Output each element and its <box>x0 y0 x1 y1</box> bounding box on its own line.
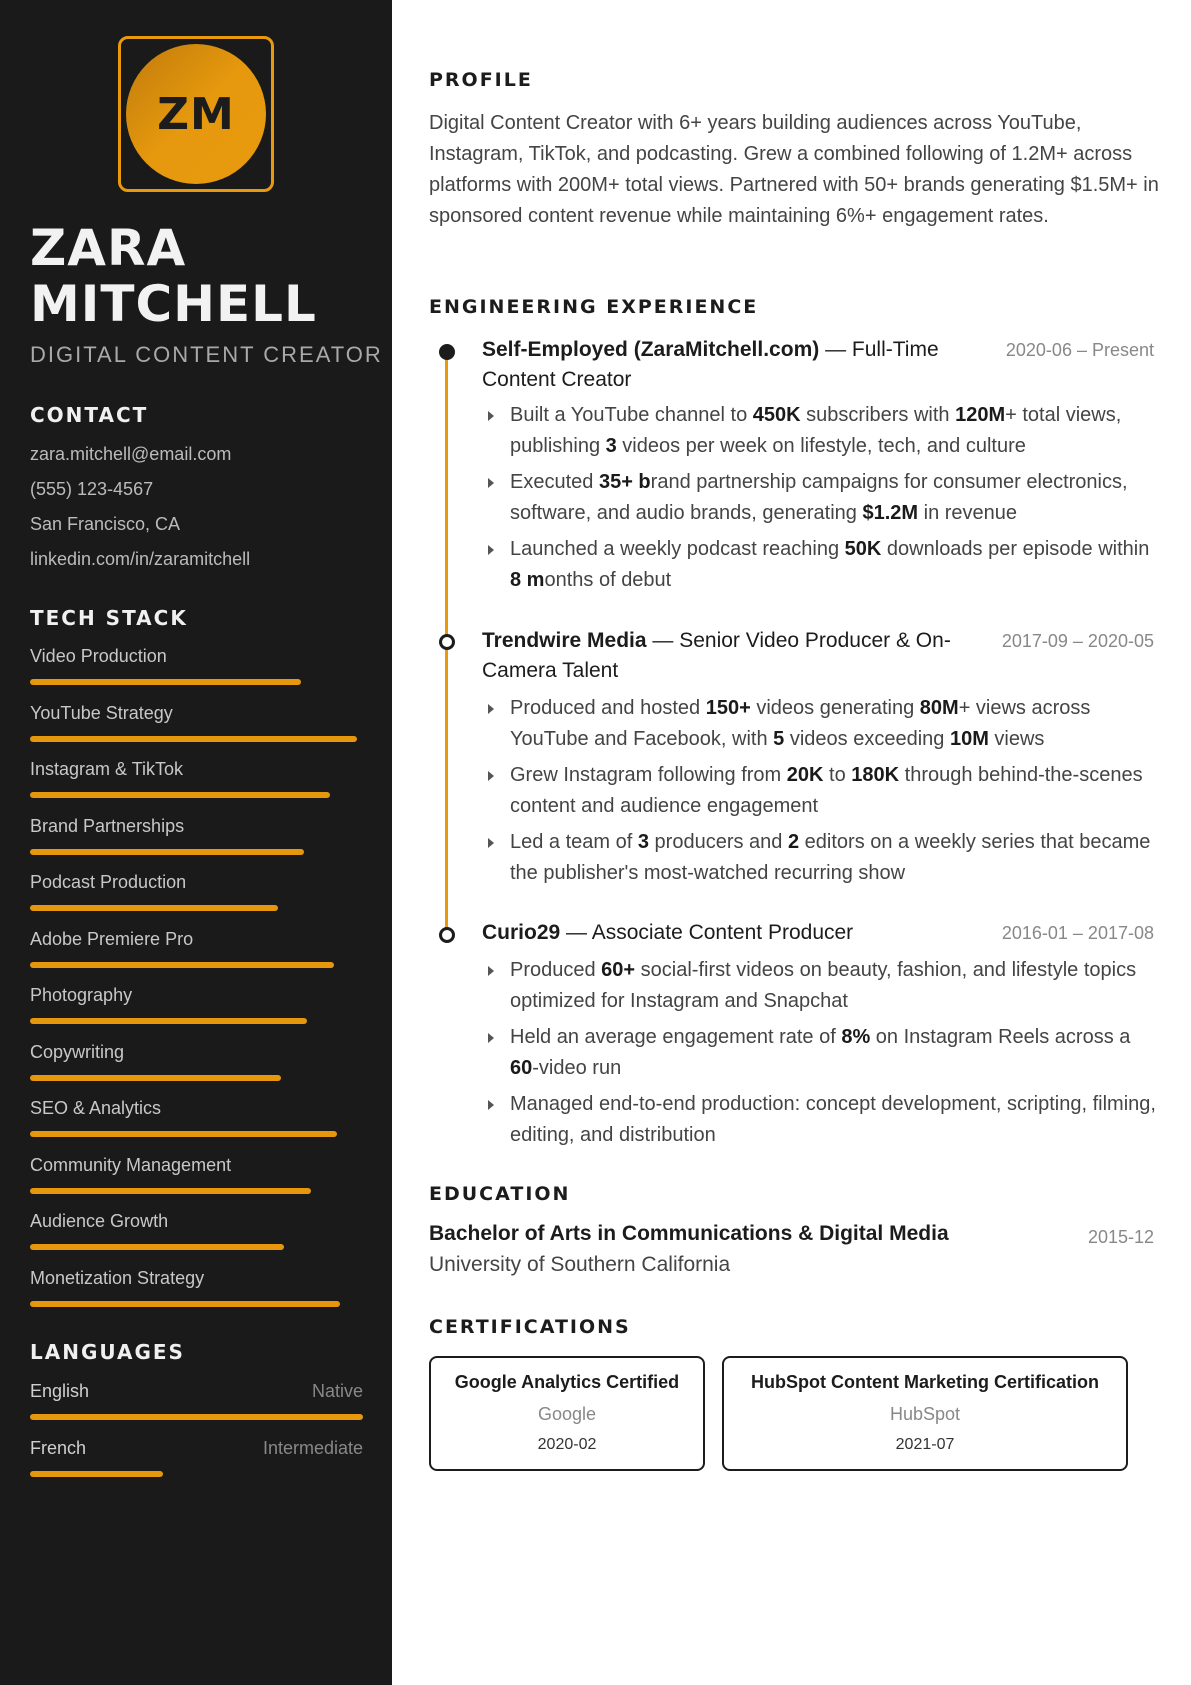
job-bullets <box>482 693 1162 894</box>
bullet-text: Produced and hosted <box>510 697 706 719</box>
timeline-dot <box>439 634 455 650</box>
bullet-text: views <box>988 728 1045 750</box>
certification-card <box>429 1356 705 1471</box>
job-bullet <box>482 827 1162 889</box>
job-title <box>482 626 962 686</box>
bullet-text: videos per week on lifestyle, tech, and culture <box>616 435 1026 457</box>
bullet-text: videos generating <box>750 697 920 719</box>
timeline-dot <box>439 927 455 943</box>
bullet-highlight: 50K <box>844 538 882 560</box>
bullet-text: -video run <box>532 1057 622 1079</box>
profile-heading: PROFILE <box>429 69 533 91</box>
skill-level-bar <box>30 679 301 685</box>
certifications-heading: CERTIFICATIONS <box>429 1316 631 1338</box>
skill-item <box>30 929 360 950</box>
bullet-text: Launched a weekly podcast reaching <box>510 538 845 560</box>
language-name: French <box>30 1438 87 1458</box>
language-level-bar <box>30 1471 163 1477</box>
job-role: — Associate Content Producer <box>560 921 854 944</box>
bullet-text: rand partnership campaigns for consumer electronics, software, and audio brands, generating <box>510 471 1128 524</box>
skill-label: SEO & Analytics <box>30 1098 162 1118</box>
job-dates: 2016-01 – 2017-08 <box>1001 923 1154 943</box>
bullet-text: through behind-the-scenes content and audience engagement <box>510 764 1143 817</box>
job-bullet <box>482 467 1162 529</box>
contact-location: San Francisco, CA <box>30 514 181 534</box>
education-degree: Bachelor of Arts in Communications & Digital Media <box>429 1222 949 1245</box>
bullet-text: in revenue <box>918 502 1018 524</box>
bullet-highlight: 150+ <box>705 697 751 719</box>
bullet-text: videos exceeding <box>784 728 950 750</box>
skill-level-bar <box>30 905 278 911</box>
avatar <box>118 36 274 192</box>
bullet-text: Grew Instagram following from <box>510 764 787 786</box>
skill-item <box>30 1268 360 1289</box>
skill-item <box>30 646 360 667</box>
bullet-text: + total views, publishing <box>510 404 1122 457</box>
contact-phone[interactable]: (555) 123-4567 <box>30 479 154 499</box>
skill-level-bar <box>30 962 334 968</box>
skill-item <box>30 703 360 724</box>
skill-item <box>30 1211 360 1232</box>
bullet-highlight: 2 <box>787 831 800 853</box>
skill-level-bar <box>30 1018 307 1024</box>
language-item <box>30 1381 363 1402</box>
language-item <box>30 1438 363 1459</box>
bullet-highlight: 80M <box>919 697 959 719</box>
skill-level-bar <box>30 792 330 798</box>
sidebar <box>0 0 392 1685</box>
skill-level-bar <box>30 1301 340 1307</box>
job-bullet <box>482 1089 1162 1151</box>
certification-date: 2021-07 <box>895 1436 955 1453</box>
job-company: Self-Employed (ZaraMitchell.com) <box>482 338 820 361</box>
timeline-dot <box>439 344 455 360</box>
bullet-highlight: 450K <box>752 404 801 426</box>
certification-name: Google Analytics Certified <box>454 1372 680 1392</box>
skill-label: Audience Growth <box>30 1211 169 1231</box>
skill-level-bar <box>30 736 357 742</box>
bullet-highlight: 10M <box>949 728 989 750</box>
bullet-text: Managed end-to-end production: concept development, scripting, filming, editing, and distribution <box>510 1093 1156 1146</box>
candidate-title: DIGITAL CONTENT CREATOR <box>30 342 383 367</box>
language-name: English <box>30 1381 90 1401</box>
bullet-text: Produced <box>510 959 602 981</box>
job-title <box>482 335 962 395</box>
bullet-text: Executed <box>510 471 599 493</box>
skill-item <box>30 985 360 1006</box>
bullet-highlight: 8% <box>841 1026 871 1048</box>
bullet-text: producers and <box>649 831 788 853</box>
skill-label: Copywriting <box>30 1041 125 1062</box>
bullet-text: on Instagram Reels across a <box>870 1026 1131 1048</box>
skill-item <box>30 1155 360 1176</box>
contact-heading: CONTACT <box>30 403 149 427</box>
skill-label: YouTube Strategy <box>30 702 173 723</box>
job-bullet <box>482 400 1162 462</box>
bullet-highlight: 8 m <box>510 569 545 591</box>
bullet-text: Built a YouTube channel to <box>510 404 753 426</box>
bullet-text: + views across YouTube and Facebook, with <box>510 697 1091 750</box>
skill-level-bar <box>30 1131 337 1137</box>
job-bullets <box>482 400 1162 601</box>
job-role: — Full-Time Content Creator <box>482 338 939 391</box>
language-level-bar <box>30 1414 363 1420</box>
bullet-text: subscribers with <box>800 404 956 426</box>
language-level: Intermediate <box>262 1438 363 1458</box>
bullet-highlight: 35+ b <box>598 471 651 493</box>
experience-heading: ENGINEERING EXPERIENCE <box>429 296 759 318</box>
bullet-highlight: 5 <box>773 728 785 750</box>
skill-label: Monetization Strategy <box>30 1267 205 1288</box>
bullet-text: downloads per episode within <box>881 538 1150 560</box>
certification-issuer: HubSpot <box>889 1404 961 1424</box>
avatar-initials: ZM <box>157 88 235 140</box>
bullet-text: Led a team of <box>510 831 638 853</box>
skill-label: Brand Partnerships <box>30 815 185 836</box>
job-bullet <box>482 1022 1162 1084</box>
bullet-highlight: $1.2M <box>862 502 919 524</box>
skill-item <box>30 1098 360 1119</box>
contact-linkedin[interactable]: linkedin.com/in/zaramitchell <box>30 549 251 569</box>
education-school: University of Southern California <box>429 1253 731 1276</box>
bullet-highlight: 60 <box>510 1057 533 1079</box>
bullet-text: to <box>823 764 852 786</box>
bullet-highlight: 3 <box>637 831 649 853</box>
certification-name: HubSpot Content Marketing Certification <box>751 1372 1099 1392</box>
bullet-text: Held an average engagement rate of <box>510 1026 842 1048</box>
job-company: Curio29 <box>482 921 561 944</box>
skill-item <box>30 872 360 893</box>
languages-heading: LANGUAGES <box>30 1340 185 1364</box>
job-bullet <box>482 760 1162 822</box>
certification-date: 2020-02 <box>537 1436 597 1453</box>
candidate-name: ZARA MITCHELL <box>30 219 317 333</box>
tech-stack-heading: TECH STACK <box>30 606 188 630</box>
job-bullet <box>482 693 1162 755</box>
bullet-highlight: 60+ <box>601 959 636 981</box>
profile-summary: Digital Content Creator with 6+ years building audiences across YouTube, Instagram, TikTok, and podcasting. Grew a combined following of 1.2M+ across platforms with 200M+ total views. Partnered with 50+ brands generating $1.5M+ in sponsored content revenue while maintaining 6%+ engagement rates. <box>429 112 1159 227</box>
skill-level-bar <box>30 1244 284 1250</box>
certification-issuer: Google <box>537 1404 597 1424</box>
education-date: 2015-12 <box>1087 1227 1154 1247</box>
contact-email[interactable]: zara.mitchell@email.com <box>30 444 232 464</box>
job-title <box>482 918 962 948</box>
main-content <box>392 0 1191 1685</box>
job-bullets <box>482 955 1162 1156</box>
job-bullet <box>482 955 1162 1017</box>
skill-level-bar <box>30 1075 281 1081</box>
bullet-highlight: 120M <box>955 404 1006 426</box>
job-dates: 2017-09 – 2020-05 <box>1001 631 1154 651</box>
skill-label: Adobe Premiere Pro <box>30 928 194 949</box>
job-bullet <box>482 534 1162 596</box>
skill-item <box>30 1042 360 1063</box>
skill-item <box>30 816 360 837</box>
job-company: Trendwire Media <box>482 629 647 652</box>
education-heading: EDUCATION <box>429 1183 571 1205</box>
job-dates: 2020-06 – Present <box>1005 340 1154 360</box>
bullet-text: onths of debut <box>544 569 672 591</box>
skill-level-bar <box>30 1188 311 1194</box>
skill-label: Community Management <box>30 1154 232 1175</box>
bullet-highlight: 3 <box>605 435 617 457</box>
skill-label: Instagram & TikTok <box>30 759 184 779</box>
skill-label: Podcast Production <box>30 872 187 892</box>
skill-label: Photography <box>30 985 133 1005</box>
bullet-highlight: 180K <box>851 764 900 786</box>
skill-item <box>30 759 360 780</box>
skill-level-bar <box>30 849 304 855</box>
skill-label: Video Production <box>30 646 167 666</box>
certification-card <box>722 1356 1128 1471</box>
bullet-text: social-first videos on beauty, fashion, and lifestyle topics optimized for Instagram and Snapchat <box>510 959 1137 1012</box>
bullet-highlight: 20K <box>786 764 824 786</box>
job-role: — Senior Video Producer & On-Camera Talent <box>482 629 951 682</box>
avatar-circle <box>126 44 266 184</box>
bullet-text: editors on a weekly series that became the publisher's most-watched recurring show <box>510 831 1151 884</box>
language-level: Native <box>311 1381 363 1401</box>
